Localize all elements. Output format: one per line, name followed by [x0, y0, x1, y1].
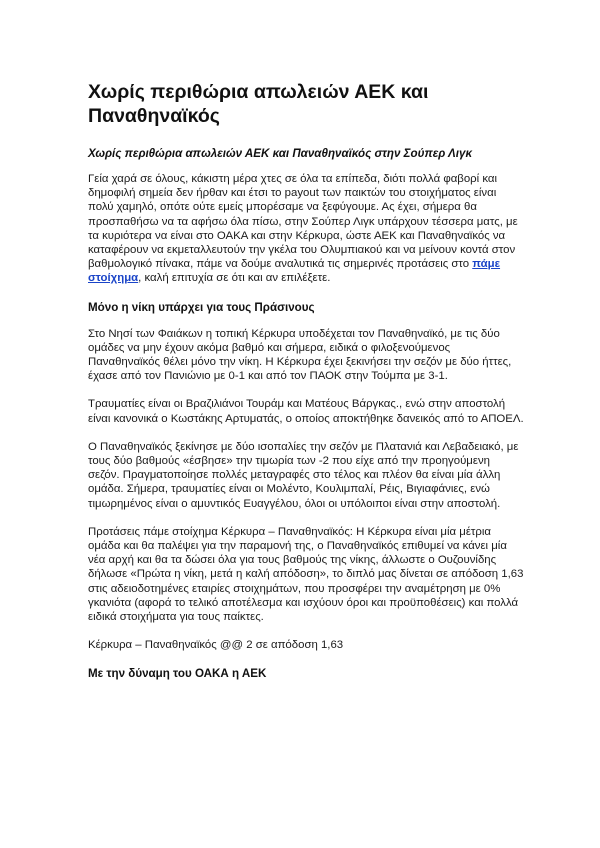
section-heading-aek: Με την δύναμη του ΟΑΚΑ η ΑΕΚ: [88, 667, 267, 681]
betting-pick: Κέρκυρα – Παναθηναϊκός @@ 2 σε απόδοση 1,63: [88, 639, 344, 652]
intro-text-end: , καλή επιτυχία σε ότι και αν επιλέξετε.: [138, 272, 331, 285]
article-title: Χωρίς περιθώρια απωλειών ΑΕΚ και Παναθηναϊκός: [88, 81, 429, 127]
paragraph-kerkyra: Στο Νησί των Φαιάκων η τοπική Κέρκυρα υποδέχεται τον Παναθηναϊκό, με τις δύο ομάδες να μην έχουν ακόμα βαθμό και σήμερα, ειδικά ο φιλοξενούμενος Παναθηναϊκός θέλει μόνο την νίκη. Η Κέρκυρα έχει ξεκινήσει την σεζόν με δύο ήττες, έχασε από τον Πανιώνιο με 0-1 και από τον ΠΑΟΚ στην Τούμπα με 3-1.: [88, 327, 512, 383]
paragraph-betting-proposals: Προτάσεις πάμε στοίχημα Κέρκυρα – Παναθηναϊκός: Η Κέρκυρα είναι μία μέτρια ομάδα και θα παλέψει για την παραμονή της, ο Παναθηναϊκός επιθυμεί να κάνει μία νέα αρχή και θα τα δώσει όλα για τους βαθμούς της νίκης, άλλωστε ο Ουζουνίδης δήλωσε «Πρώτα η νίκη, μετά η καλή απόδοση», το διπλό μας δίνεται σε απόδοση 1,63 στις αδειοδοτημένες εταιρίες στοιχημάτων, που προσφέρει την αναμέτρηση με 0% γκανιότα (αφορά το τελικό αποτέλεσμα και ισχύουν όροι και προϋποθέσεις) και πολλά ειδικά στοιχήματα για τους παίκτες.: [88, 525, 524, 624]
paragraph-injuries-kerkyra: Τραυματίες είναι οι Βραζιλιάνοι Τουράμ και Ματέους Βάργκας., ενώ στην αποστολή είναι κανονικά ο Κωστάκης Αρτυματάς, ο οποίος αποκτήθηκε δανεικός από το ΑΠΟΕΛ.: [88, 398, 524, 425]
paragraph-panathinaikos: Ο Παναθηναϊκός ξεκίνησε με δύο ισοπαλίες την σεζόν με Πλατανιά και Λεβαδειακό, με τους δύο βαθμούς «έσβησε» την τιμωρία των -2 που είχε από την προηγούμενη σεζόν. Πραγματοποίησε πολλές μεταγραφές στο τέλος και πλέον θα είναι μία άλλη ομάδα. Σήμερα, τραυματίες είναι οι Μολέντο, Κουλιμπαλί, Ρέις, Βιγιαφάνιες, ενώ τιμωρημένος είναι ο αμυντικός Ευαγγέλου, όλοι οι υπόλοιποι είναι στην αποστολή.: [88, 440, 519, 510]
intro-paragraph: [88, 172, 524, 286]
article-subtitle: Χωρίς περιθώρια απωλειών ΑΕΚ και Παναθηναϊκός στην Σούπερ Λιγκ: [88, 147, 473, 160]
section-heading-panathinaikos: Μόνο η νίκη υπάρχει για τους Πράσινους: [88, 300, 315, 314]
document-page: [88, 80, 524, 693]
pame-stoixima-link[interactable]: πάμε στοίχημα: [88, 258, 501, 285]
intro-text: Γεία χαρά σε όλους, κάκιστη μέρα χτες σε όλα τα επίπεδα, διότι πολλά φαβορί και δημοφιλή σημεία δεν ήρθαν και έτσι το payout των παικτών του στοιχήματος είναι πολύ χαμηλό, οπότε ούτε εμείς μπορέσαμε να ξεφύγουμε. Ας έχει, σήμερα θα προσπαθήσω να τα αφήσω όλα πίσω, στην Σούπερ Λιγκ υπάρχουν τέσσερα ματς, με τα κυριότερα να είναι στο ΟΑΚΑ και στην Κέρκυρα, ώστε ΑΕΚ και Παναθηναϊκός να καταφέρουν να εκμεταλλευτούν την γκέλα του Ολυμπιακού και να μείνουν κοντά στον βαθμολογικό πίνακα, πάμε να δούμε αναλυτικά τις σημερινές προτάσεις στο: [88, 173, 518, 271]
